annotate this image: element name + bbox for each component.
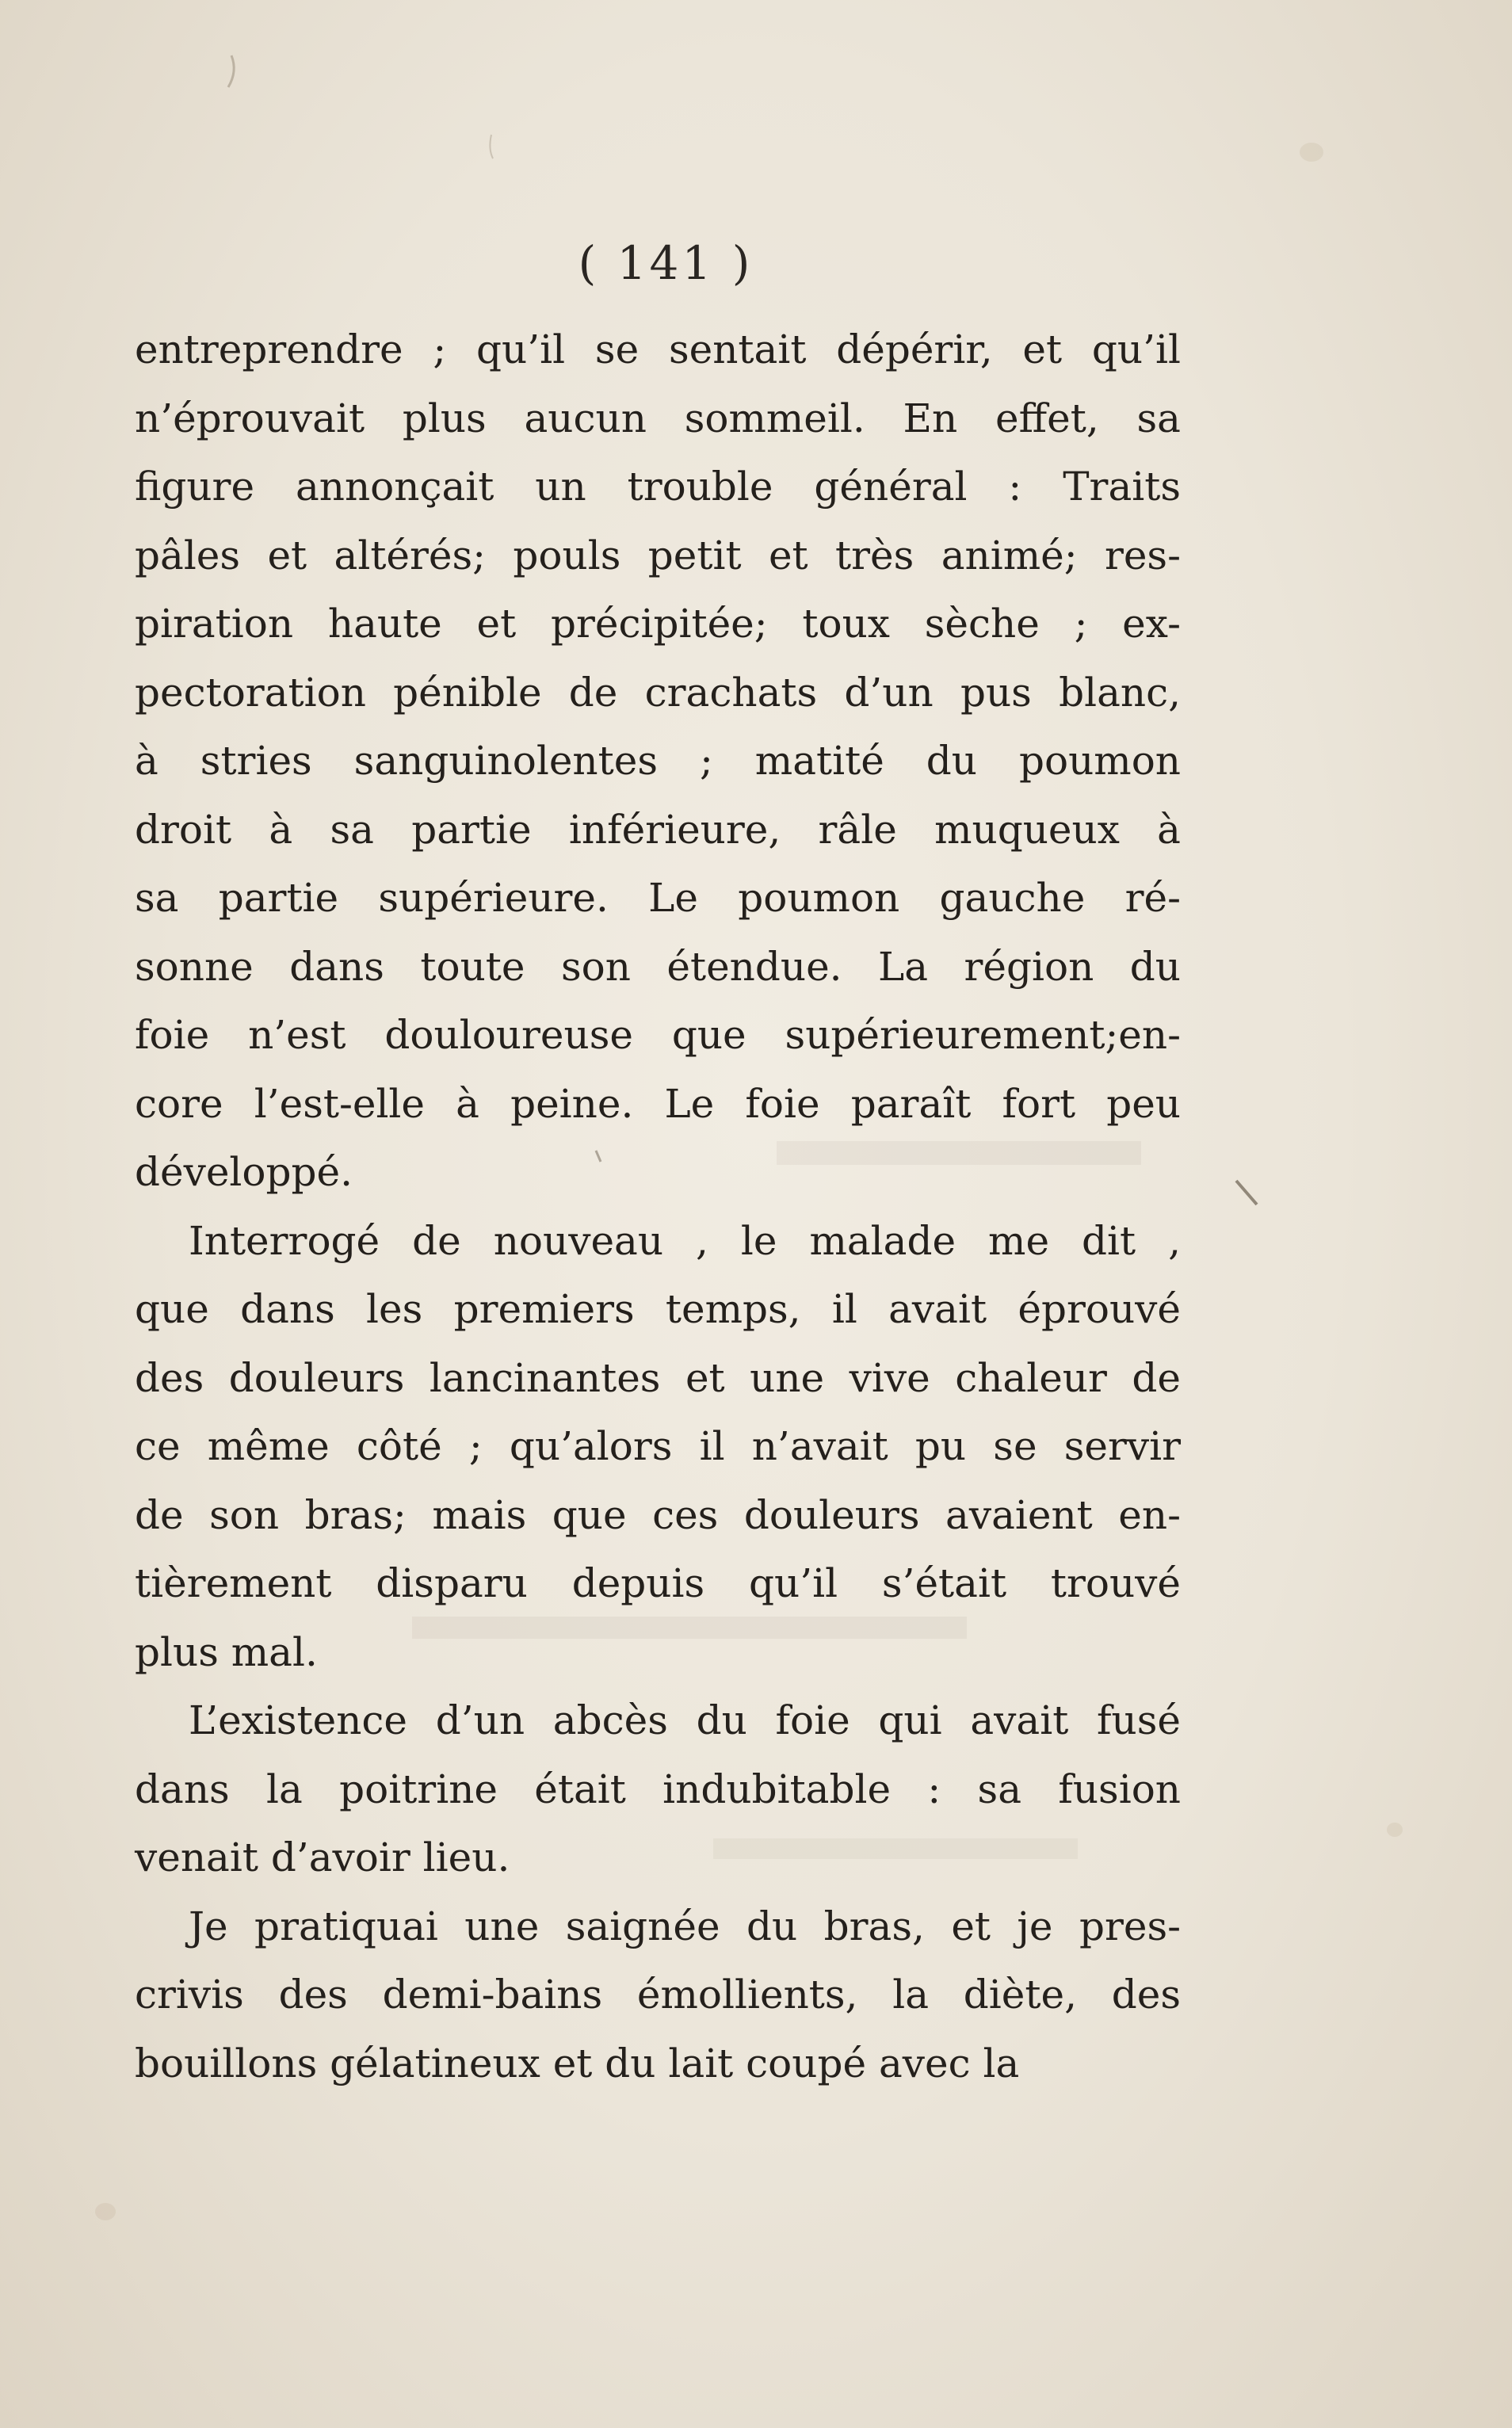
text-line: des douleurs lancinantes et une vive chaleur de [135,1354,1181,1401]
text-line: que dans les premiers temps, il avait éprouvé [135,1286,1181,1332]
text-line: plus mal. [135,1628,318,1675]
paper-stain [1300,143,1323,162]
text-line: pâles et altérés; pouls petit et très animé; res- [135,532,1181,578]
text-line: sa partie supérieure. Le poumon gauche ré- [135,875,1181,921]
text-line: tièrement disparu depuis qu’il s’était trouvé [135,1560,1181,1606]
text-line: pectoration pénible de crachats d’un pus blanc, [135,669,1181,716]
paper-stain [1387,1823,1403,1837]
text-line: droit à sa partie inférieure, râle muqueux à [135,806,1181,853]
paragraph [135,1892,1181,2098]
text-line: Interrogé de nouveau , le malade me dit , [189,1217,1181,1264]
text-line: foie n’est douloureuse que supérieurement;en- [135,1012,1181,1058]
text-line: n’éprouvait plus aucun sommeil. En effet, sa [135,395,1181,441]
text-line: piration haute et précipitée; toux sèche ; ex- [135,601,1181,647]
paper-stain [95,2203,116,2220]
text-line: L’existence d’un abcès du foie qui avait fusé [189,1697,1181,1743]
text-line: développé. [135,1149,353,1195]
text-line: dans la poitrine était indubitable : sa fusion [135,1766,1181,1812]
text-line: venait d’avoir lieu. [135,1834,510,1880]
paragraph [135,1686,1181,1892]
paragraph [135,1207,1181,1687]
paragraph [135,315,1181,1207]
text-line: ce même côté ; qu’alors il n’avait pu se servir [135,1423,1181,1469]
text-line: bouillons gélatineux et du lait coupé avec la [135,2040,1020,2086]
text-line: à stries sanguinolentes ; matité du poumon [135,738,1181,784]
text-line: Je pratiquai une saignée du bras, et je pres- [189,1903,1181,1949]
body-text [135,315,1181,2098]
text-line: sonne dans toute son étendue. La région du [135,943,1181,990]
text-line: figure annonçait un trouble général : Traits [135,464,1181,510]
page-number: ( 141 ) [578,236,754,290]
text-line: de son bras; mais que ces douleurs avaient en- [135,1491,1181,1538]
text-line: crivis des demi-bains émollients, la diète, des [135,1972,1181,2018]
text-line: entreprendre ; qu’il se sentait dépérir, et qu’il [135,326,1181,372]
text-line: core l’est-elle à peine. Le foie paraît fort peu [135,1080,1181,1127]
